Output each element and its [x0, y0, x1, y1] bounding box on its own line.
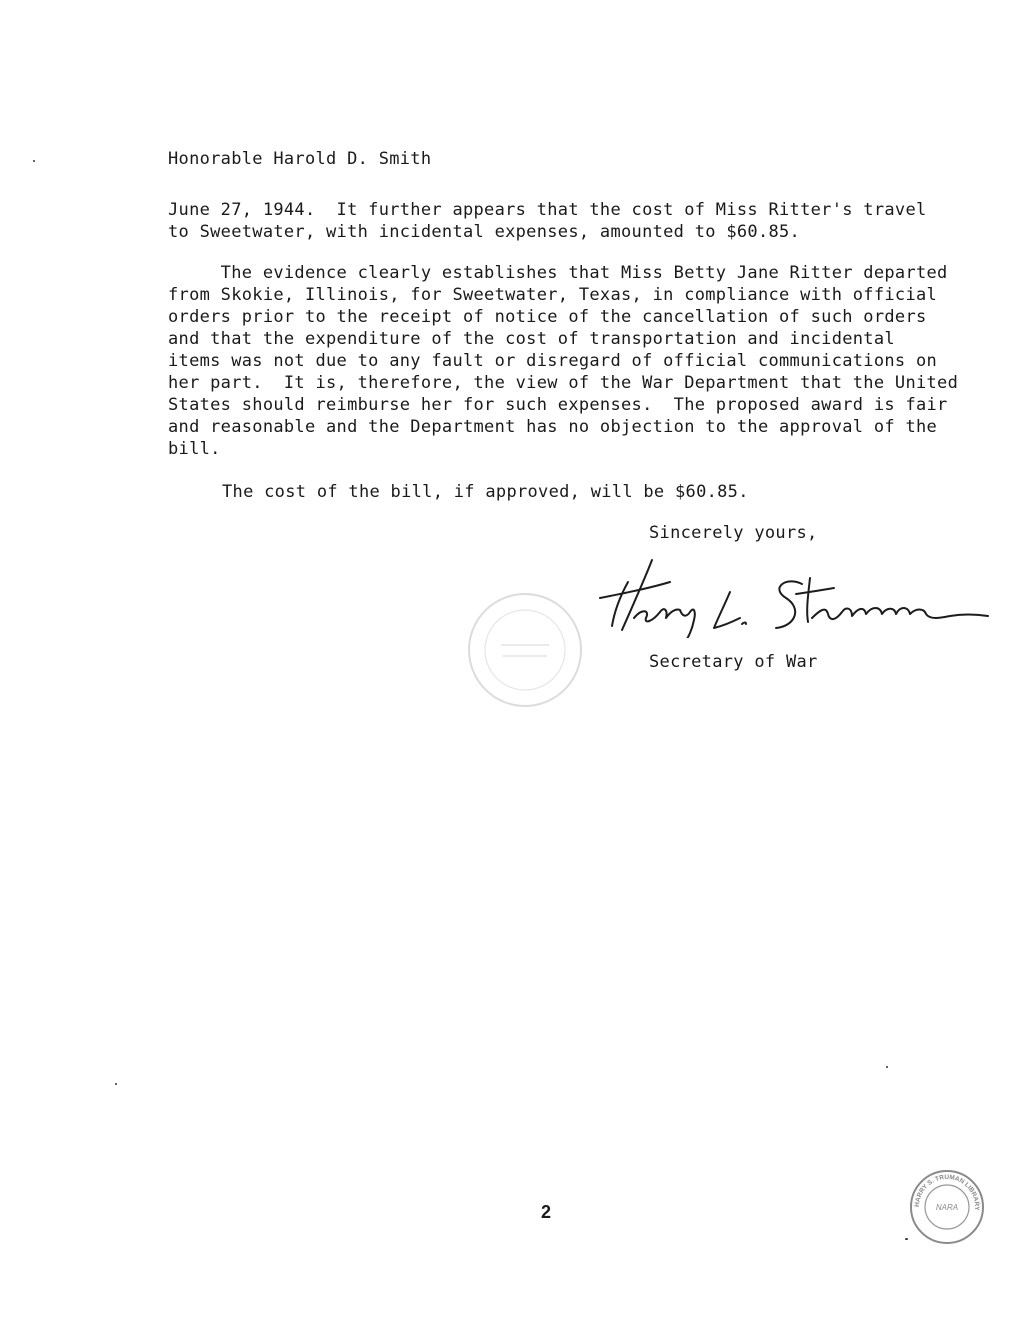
addressee-line: Honorable Harold D. Smith	[168, 149, 432, 169]
svg-text:NARA: NARA	[935, 1203, 959, 1212]
dust-speck	[905, 1238, 908, 1240]
paragraph-evidence: The evidence clearly establishes that Miss Betty Jane Ritter departed from Skokie, Illinois, for Sweetwater, Texas, in compliance with official orders prior to the receipt of notice of the cancellation of such orders and that the expenditure of the cost of transportation and incidental items was not due to any fault or disregard of official communications on her part. It is, therefore, the view of the War Department that the United States should reimburse her for such expenses. The proposed award is fair and reasonable and the Department has no objection to the approval of the bill.	[168, 263, 959, 459]
dust-speck	[886, 1066, 888, 1068]
signer-title: Secretary of War	[649, 652, 818, 672]
archive-library-seal	[908, 1168, 986, 1246]
svg-text:HARRY S. TRUMAN LIBRARY: HARRY S. TRUMAN LIBRARY	[913, 1173, 981, 1211]
received-stamp	[465, 590, 585, 710]
dust-speck	[115, 1083, 117, 1085]
dust-speck	[33, 160, 35, 162]
paragraph-continuation: June 27, 1944. It further appears that the cost of Miss Ritter's travel to Sweetwater, with incidental expenses, amounted to $60.85.	[168, 200, 927, 242]
closing-salutation: Sincerely yours,	[649, 523, 818, 543]
handwritten-signature	[590, 548, 990, 638]
paragraph-cost: The cost of the bill, if approved, will be $60.85.	[222, 482, 749, 502]
page-number: 2	[541, 1202, 552, 1222]
